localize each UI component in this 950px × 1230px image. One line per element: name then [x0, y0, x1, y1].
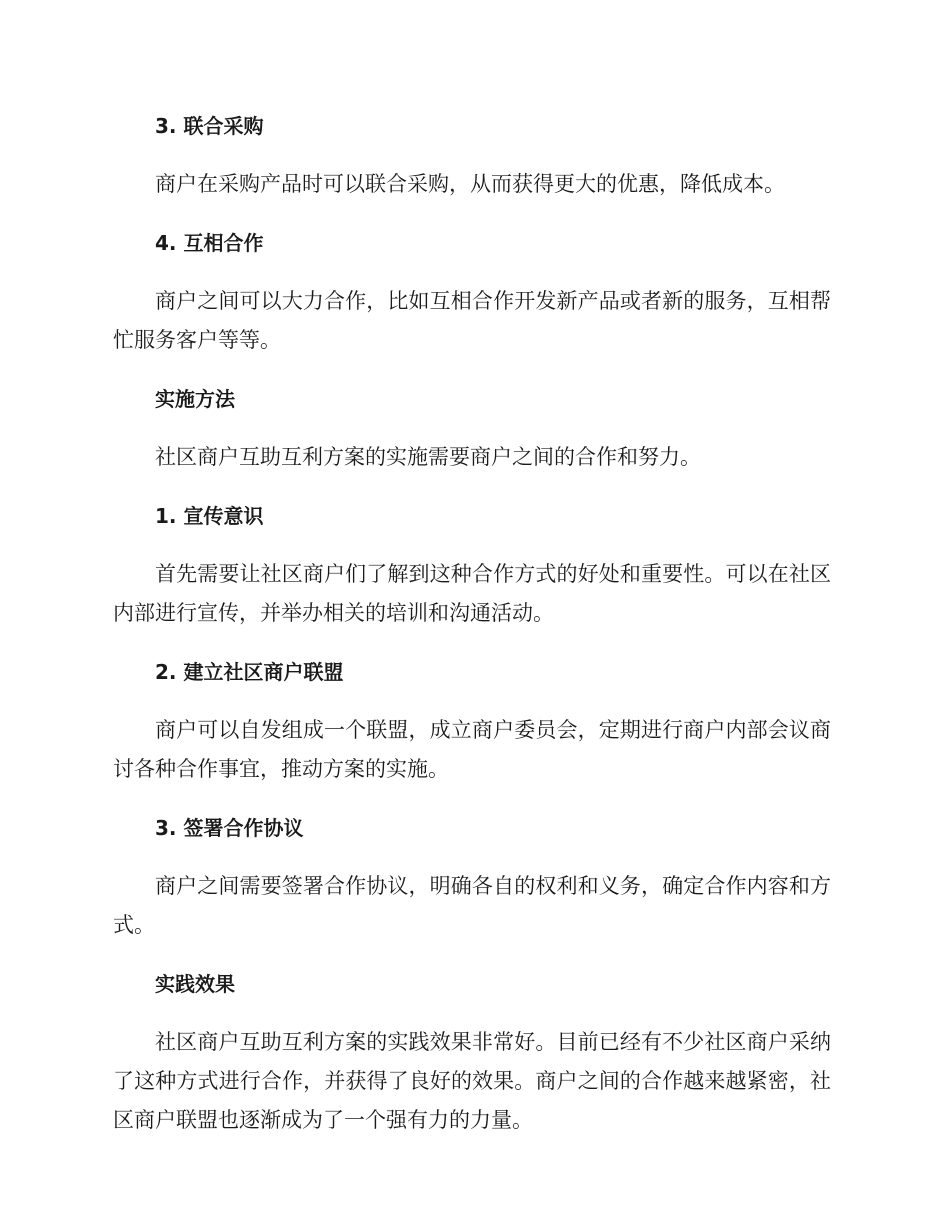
paragraph-awareness: 首先需要让社区商户们了解到这种合作方式的好处和重要性。可以在社区内部进行宣传，并举办相关的培训和沟通活动。	[113, 562, 831, 625]
paragraph-results: 社区商户互助互利方案的实践效果非常好。目前已经有不少社区商户采纳了这种方式进行合作，并获得了良好的效果。商户之间的合作越来越紧密，社区商户联盟也逐渐成为了一个强有力的力量。	[113, 1030, 831, 1132]
section-heading-joint-purchase: 3. 联合采购	[155, 114, 264, 138]
paragraph-agreement: 商户之间需要签署合作协议，明确各自的权利和义务，确定合作内容和方式。	[113, 874, 831, 937]
section-heading-mutual-cooperation: 4. 互相合作	[155, 231, 264, 255]
paragraph-joint-purchase: 商户在采购产品时可以联合采购，从而获得更大的优惠，降低成本。	[155, 172, 785, 196]
section-heading-agreement: 3. 签署合作协议	[155, 816, 304, 840]
paragraph-alliance: 商户可以自发组成一个联盟，成立商户委员会，定期进行商户内部会议商讨各种合作事宜，推动方案的实施。	[113, 718, 831, 781]
section-heading-awareness: 1. 宣传意识	[155, 504, 264, 528]
document-body	[113, 110, 831, 1140]
section-heading-alliance: 2. 建立社区商户联盟	[155, 660, 344, 684]
paragraph-mutual-cooperation: 商户之间可以大力合作，比如互相合作开发新产品或者新的服务，互相帮忙服务客户等等。	[113, 289, 831, 352]
section-heading-results: 实践效果	[155, 972, 235, 996]
paragraph-implementation: 社区商户互助互利方案的实施需要商户之间的合作和努力。	[155, 445, 701, 469]
section-heading-implementation: 实施方法	[155, 387, 235, 411]
